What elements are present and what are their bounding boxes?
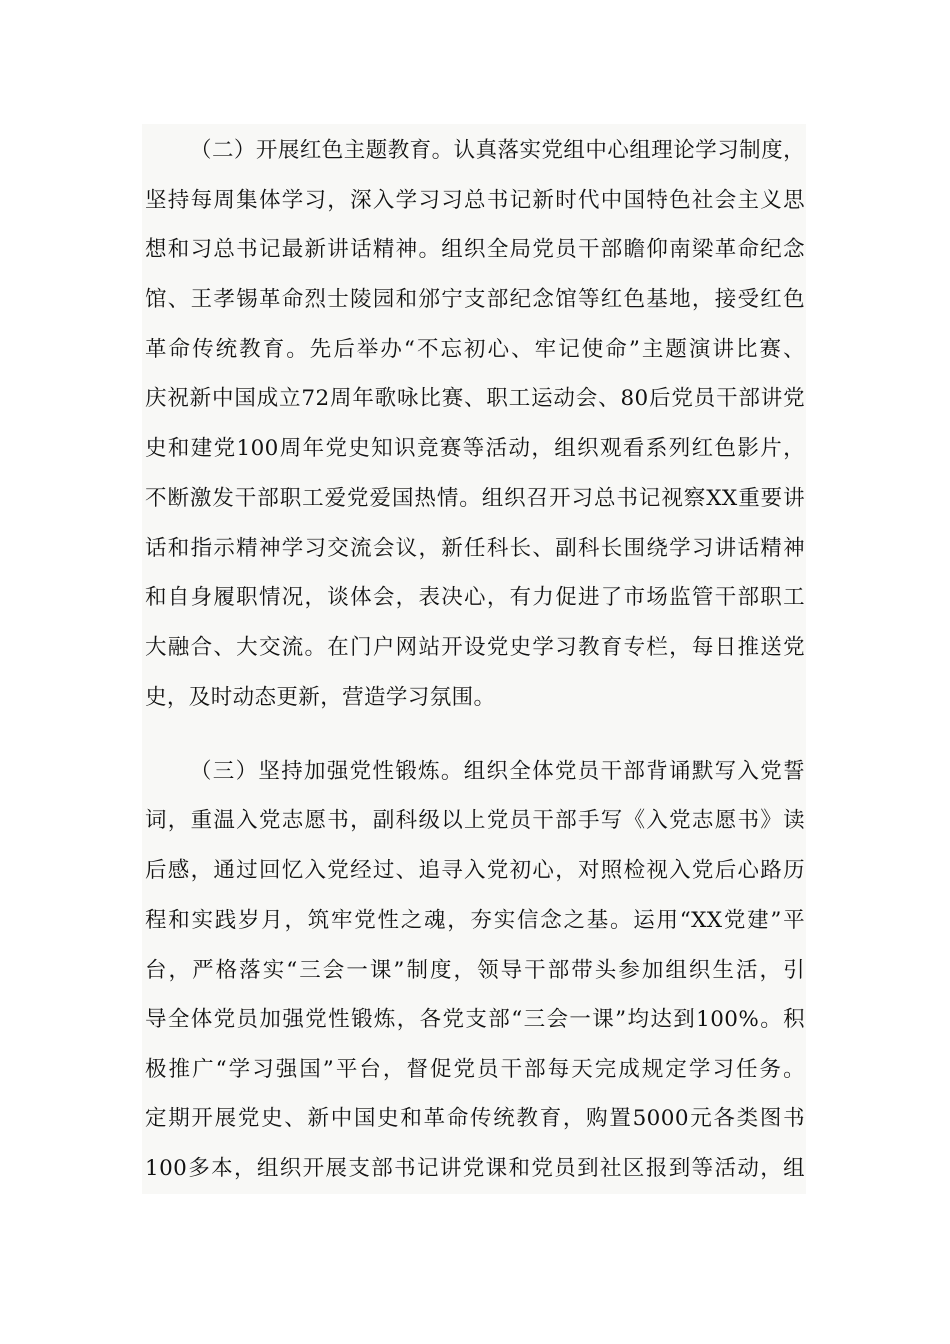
- paragraph-3-line-1: （三）坚持加强党性锻炼。组织全体党员干部背诵默写入党誓: [190, 759, 805, 784]
- paragraph-3-line-5: 台，严格落实“三会一课”制度，领导干部带头参加组织生活，引: [145, 958, 805, 983]
- paragraph-3-line-7: 极推广“学习强国”平台，督促党员干部每天完成规定学习任务。: [145, 1057, 805, 1082]
- paragraph-3-line-8: 定期开展党史、新中国史和革命传统教育，购置5000元各类图书: [145, 1106, 805, 1131]
- paragraph-3-line-9: 100多本，组织开展支部书记讲党课和党员到社区报到等活动，组: [145, 1156, 805, 1181]
- paragraph-3-line-6: 导全体党员加强党性锻炼，各党支部“三会一课”均达到100%。积: [145, 1007, 805, 1032]
- paragraph-3-line-2: 词，重温入党志愿书，副科级以上党员干部手写《入党志愿书》读: [145, 808, 805, 833]
- paragraph-2-line-4: 馆、王孝锡革命烈士陵园和邠宁支部纪念馆等红色基地，接受红色: [145, 287, 805, 312]
- paragraph-3-line-4: 程和实践岁月，筑牢党性之魂，夯实信念之基。运用“XX党建”平: [145, 908, 805, 933]
- paragraph-3-line-3: 后感，通过回忆入党经过、追寻入党初心，对照检视入党后心路历: [145, 858, 805, 883]
- paragraph-2-line-6: 庆祝新中国成立72周年歌咏比赛、职工运动会、80后党员干部讲党: [145, 386, 805, 411]
- paragraph-2-line-1: （二）开展红色主题教育。认真落实党组中心组理论学习制度，: [190, 138, 805, 163]
- paragraph-2-line-12: 史，及时动态更新，营造学习氛围。: [145, 685, 496, 710]
- paragraph-2-line-3: 想和习总书记最新讲话精神。组织全局党员干部瞻仰南梁革命纪念: [145, 237, 805, 262]
- paragraph-2-line-11: 大融合、大交流。在门户网站开设党史学习教育专栏，每日推送党: [145, 635, 805, 660]
- paragraph-2-line-10: 和自身履职情况，谈体会，表决心，有力促进了市场监管干部职工: [145, 585, 805, 610]
- paragraph-2-line-8: 不断激发干部职工爱党爱国热情。组织召开习总书记视察XX重要讲: [145, 486, 805, 511]
- paragraph-2-line-2: 坚持每周集体学习，深入学习习总书记新时代中国特色社会主义思: [145, 188, 805, 213]
- paragraph-2-line-5: 革命传统教育。先后举办“不忘初心、牢记使命”主题演讲比赛、: [145, 337, 805, 362]
- paragraph-2-line-7: 史和建党100周年党史知识竞赛等活动，组织观看系列红色影片，: [145, 436, 805, 461]
- paragraph-2-line-9: 话和指示精神学习交流会议，新任科长、副科长围绕学习讲话精神: [145, 536, 805, 561]
